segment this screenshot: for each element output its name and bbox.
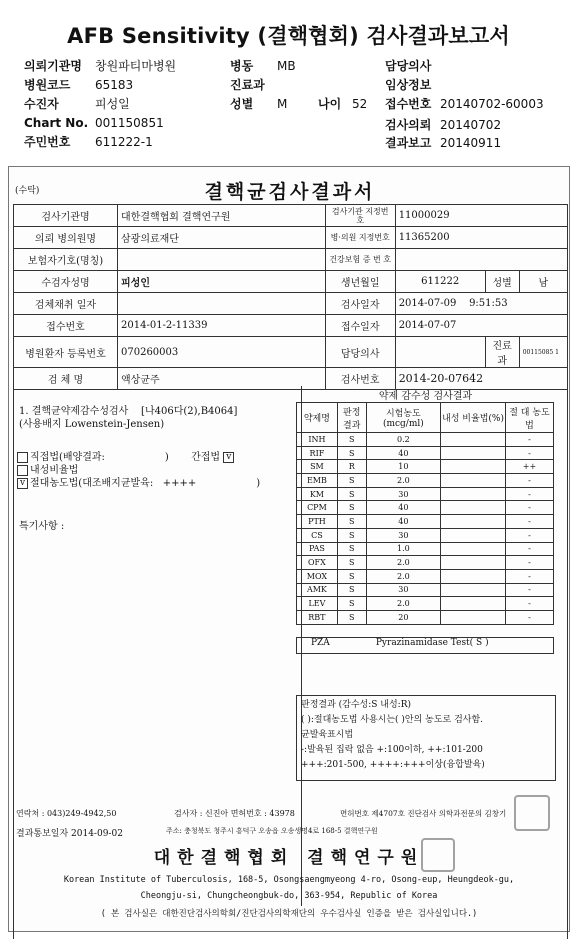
- sus-cell: [441, 556, 506, 570]
- sus-cell: S: [337, 528, 366, 542]
- doctor-value: [395, 337, 485, 368]
- sus-cell: S: [337, 515, 366, 529]
- seal-stamp-top: [514, 795, 550, 831]
- test-no-label: 검사번호: [325, 368, 395, 390]
- header-right-label-2: 접수번호: [385, 97, 432, 111]
- footer-report-date: 결과통보일자 2014-09-02: [16, 829, 123, 839]
- judge-line: +++:201-500, ++++:+++이상(융합발육): [301, 760, 485, 770]
- recv-date-label: 접수일자: [325, 315, 395, 337]
- table-row: [297, 569, 554, 583]
- checkbox-indirect: v: [223, 452, 234, 463]
- footer-license: 면허번호 제4707호 진단검사 의학과전문의 김창기: [340, 809, 507, 818]
- header-left-value-0: 창원파티마병원: [95, 59, 177, 73]
- sus-cell: [441, 542, 506, 556]
- name-label: 수검자성명: [14, 271, 118, 293]
- sus-cell: 2.0: [366, 597, 440, 611]
- judge-line: -:발육된 집락 없음 +:100이하, ++:101-200: [301, 745, 483, 755]
- sus-cell: [441, 474, 506, 488]
- specimen-label: 검 체 명: [14, 368, 118, 390]
- sus-cell: -: [505, 474, 553, 488]
- sus-header-1: 판정 결과: [337, 403, 366, 433]
- header-left-value-4: 611222-1: [95, 135, 153, 149]
- cert-note: ( 본 검사실은 대한진단검사의학회/진단검사의학재단의 우수검사실 인증을 받은 검사실입니다.): [100, 909, 478, 919]
- sus-title: 약제 감수성 검사결과: [378, 391, 473, 402]
- judge-line: ( ):절대농도법 사용시는( )안의 농도로 검사함.: [301, 715, 484, 725]
- susceptibility-table: [296, 402, 554, 625]
- req-code-label: 병·의원 지정번호: [325, 227, 395, 249]
- footer-address-kr: 주소: 충청북도 청주시 흥덕구 오송읍 오송생명4로 168-5 결핵연구원: [166, 827, 378, 835]
- header-right-label-4: 결과보고: [385, 136, 432, 150]
- name-value: 피성인: [118, 271, 326, 293]
- sus-cell: PTH: [297, 515, 338, 529]
- address-line2: Cheongju-si, Chungcheongbuk-do, 363-954, Republic of Korea: [140, 891, 438, 901]
- header-mid-label-1: 진료과: [230, 78, 265, 92]
- header-mid-label-2: 성별: [230, 97, 254, 111]
- sus-cell: S: [337, 433, 366, 447]
- sus-cell: -: [505, 569, 553, 583]
- agency-label: 검사기관명: [14, 205, 118, 227]
- opt-direct: 직접법(배양결과:: [30, 452, 105, 463]
- req-label: 의뢰 병의원명: [14, 227, 118, 249]
- header-right-value-4: 20140911: [440, 136, 502, 150]
- sus-cell: -: [505, 487, 553, 501]
- sus-cell: 2.0: [366, 474, 440, 488]
- sus-cell: RBT: [297, 610, 338, 624]
- header-left-label-1: 병원코드: [24, 78, 71, 92]
- checkbox-absolute: v: [17, 478, 28, 489]
- sus-cell: -: [505, 583, 553, 597]
- sus-cell: S: [337, 556, 366, 570]
- sus-cell: INH: [297, 433, 338, 447]
- opt-absolute-close: ): [256, 478, 261, 489]
- cert-label: 건강보험 증 번 호: [325, 249, 395, 271]
- birth-label: 생년월일: [325, 271, 395, 293]
- sus-cell: [441, 460, 506, 474]
- header-right-label-0: 담당의사: [385, 59, 432, 73]
- insurance-value: [118, 249, 326, 271]
- sus-cell: 10: [366, 460, 440, 474]
- header-right-value-3: 20140702: [440, 118, 502, 132]
- checkbox-proportion: [17, 465, 28, 476]
- pza-row: [296, 637, 554, 654]
- header-mid-label-0: 병동: [230, 59, 254, 73]
- table-row: [297, 542, 554, 556]
- req-value: 삼광의료재단: [118, 227, 326, 249]
- info-table: [13, 204, 568, 390]
- sex-value: 남: [519, 271, 567, 293]
- opt-direct-close: ): [164, 452, 169, 463]
- sus-cell: OFX: [297, 556, 338, 570]
- pza-label: PZA: [311, 638, 330, 648]
- sus-cell: [441, 597, 506, 611]
- sus-cell: [441, 528, 506, 542]
- sex-label: 성별: [485, 271, 519, 293]
- method-code: [나406다(2),B4064]: [141, 406, 238, 417]
- sus-cell: 0.2: [366, 433, 440, 447]
- remarks-label: 특기사항 :: [19, 521, 65, 532]
- table-row: [297, 597, 554, 611]
- agency-code-value: 11000029: [395, 205, 567, 227]
- patient-no-label: 병원환자 등록번호: [14, 337, 118, 368]
- opt-absolute: 절대농도법(대조배지균발육:: [30, 478, 154, 489]
- table-row: [297, 446, 554, 460]
- sus-cell: -: [505, 433, 553, 447]
- header-left-label-2: 수진자: [24, 97, 59, 111]
- header-left-label-0: 의뢰기관명: [24, 59, 82, 73]
- method-text: [19, 405, 237, 431]
- sus-cell: S: [337, 610, 366, 624]
- sus-cell: MOX: [297, 569, 338, 583]
- opt-indirect: 간접법: [191, 452, 221, 463]
- header-left-value-3: 001150851: [95, 116, 164, 130]
- table-row: [297, 487, 554, 501]
- age-label: 나이: [318, 97, 342, 111]
- sus-cell: 2.0: [366, 569, 440, 583]
- sus-cell: SM: [297, 460, 338, 474]
- sus-cell: 30: [366, 528, 440, 542]
- sus-cell: 40: [366, 501, 440, 515]
- sus-cell: ++: [505, 460, 553, 474]
- method-options: [17, 451, 260, 490]
- institute-name: 대한결핵협회 결핵연구원: [153, 848, 425, 868]
- agency-value: 대한결핵협회 결핵연구원: [118, 205, 326, 227]
- sus-cell: -: [505, 515, 553, 529]
- dept-value: 00115085 1: [519, 337, 567, 368]
- table-row: [297, 474, 554, 488]
- collect-value: [118, 293, 326, 315]
- sus-cell: -: [505, 528, 553, 542]
- specimen-value: 액상균주: [118, 368, 326, 390]
- sus-cell: S: [337, 583, 366, 597]
- doctor-label: 담당의사: [325, 337, 395, 368]
- header-right-label-3: 검사의뢰: [385, 118, 432, 132]
- sus-cell: 2.0: [366, 556, 440, 570]
- pza-value: Pyrazinamidase Test( S ): [375, 638, 489, 648]
- sus-cell: [441, 569, 506, 583]
- sus-cell: -: [505, 556, 553, 570]
- header-left-label-3: Chart No.: [24, 116, 89, 130]
- opt-absolute-value: ++++: [162, 478, 197, 489]
- sus-cell: -: [505, 542, 553, 556]
- test-time-value: 9:51:53: [469, 298, 508, 309]
- doc-title: 결핵균검사결과서: [204, 181, 376, 203]
- table-row: [297, 528, 554, 542]
- stamp-label: (수탁): [15, 186, 40, 196]
- sus-cell: EMB: [297, 474, 338, 488]
- footer-tel: 연락처 : 043)249-4942,50: [16, 809, 117, 818]
- judge-line: 균발육표시법: [301, 730, 354, 740]
- sus-header-4: 절 대 농도법: [505, 403, 553, 433]
- header-right-label-1: 임상정보: [385, 78, 432, 92]
- dept-label: 진료과: [485, 337, 519, 368]
- opt-proportion: 내성비율법: [30, 465, 79, 476]
- table-row: [297, 583, 554, 597]
- patient-no-value: 070260003: [118, 337, 326, 368]
- table-row: [297, 433, 554, 447]
- sus-cell: S: [337, 597, 366, 611]
- sus-cell: KM: [297, 487, 338, 501]
- sus-cell: S: [337, 446, 366, 460]
- checkbox-direct: [17, 452, 28, 463]
- sus-cell: -: [505, 446, 553, 460]
- table-row: [297, 515, 554, 529]
- age-value: 52: [352, 97, 368, 111]
- sus-cell: [441, 433, 506, 447]
- sus-cell: R: [337, 460, 366, 474]
- sus-cell: -: [505, 597, 553, 611]
- header-mid-value-0: MB: [277, 59, 296, 73]
- sus-cell: PAS: [297, 542, 338, 556]
- test-date-value: 2014-07-09: [398, 298, 457, 309]
- agency-code-label: 검사기관 지정번호: [325, 205, 395, 227]
- birth-value: 611222: [395, 271, 485, 293]
- header-left-value-2: 피성일: [95, 97, 130, 111]
- recv-no-value: 2014-01-2-11339: [118, 315, 326, 337]
- sus-header-3: 내성 비율법(%): [441, 403, 506, 433]
- sus-cell: 30: [366, 583, 440, 597]
- recv-date-value: 2014-07-07: [395, 315, 567, 337]
- sus-cell: LEV: [297, 597, 338, 611]
- req-code-value: 11365200: [395, 227, 567, 249]
- table-row: [297, 501, 554, 515]
- sus-cell: [441, 501, 506, 515]
- sus-cell: 30: [366, 487, 440, 501]
- sus-header-2: 시험농도 (mcg/ml): [366, 403, 440, 433]
- sus-cell: S: [337, 501, 366, 515]
- sus-cell: [441, 515, 506, 529]
- footer-examiner: 검사자 : 신진아 면허번호 : 43978: [174, 809, 295, 818]
- table-row: [297, 460, 554, 474]
- method-line2: (사용배지 Lowenstein-Jensen): [19, 419, 165, 430]
- sus-cell: 1.0: [366, 542, 440, 556]
- method-line1: 1. 결핵균약제감수성검사: [19, 406, 129, 417]
- cert-value: [395, 249, 567, 271]
- sus-cell: 40: [366, 446, 440, 460]
- judge-line: 판정결과 (감수성:S 내성:R): [301, 700, 411, 710]
- sus-cell: 40: [366, 515, 440, 529]
- seal-stamp-bottom: [421, 838, 455, 872]
- sus-cell: RIF: [297, 446, 338, 460]
- judgement-box: [296, 695, 556, 781]
- sus-cell: S: [337, 569, 366, 583]
- test-no-value: 2014-20-07642: [395, 368, 567, 390]
- sus-cell: CS: [297, 528, 338, 542]
- sus-cell: [441, 487, 506, 501]
- sus-cell: -: [505, 610, 553, 624]
- sus-cell: -: [505, 501, 553, 515]
- table-row: [297, 556, 554, 570]
- header-mid-value-2: M: [277, 97, 288, 111]
- header-left-label-4: 주민번호: [24, 135, 71, 149]
- insurance-label: 보험자기호(명칭): [14, 249, 118, 271]
- recv-no-label: 접수번호: [14, 315, 118, 337]
- header-left-value-1: 65183: [95, 78, 134, 92]
- report-title: AFB Sensitivity (결핵협회) 검사결과보고서: [67, 24, 510, 48]
- header-right-value-2: 20140702-60003: [440, 97, 544, 111]
- sus-cell: CPM: [297, 501, 338, 515]
- sus-header-0: 약제명: [297, 403, 338, 433]
- sus-cell: S: [337, 487, 366, 501]
- table-row: [297, 610, 554, 624]
- sus-cell: [441, 610, 506, 624]
- collect-label: 검체채취 일자: [14, 293, 118, 315]
- test-date-label: 검사일자: [325, 293, 395, 315]
- sus-cell: AMK: [297, 583, 338, 597]
- sus-cell: S: [337, 474, 366, 488]
- sus-cell: S: [337, 542, 366, 556]
- sus-cell: [441, 583, 506, 597]
- sus-cell: 20: [366, 610, 440, 624]
- sus-cell: [441, 446, 506, 460]
- address-line1: Korean Institute of Tuberculosis, 168-5, Osongsaengmyeong 4-ro, Osong-eup, Heungdeok-gu,: [63, 875, 515, 885]
